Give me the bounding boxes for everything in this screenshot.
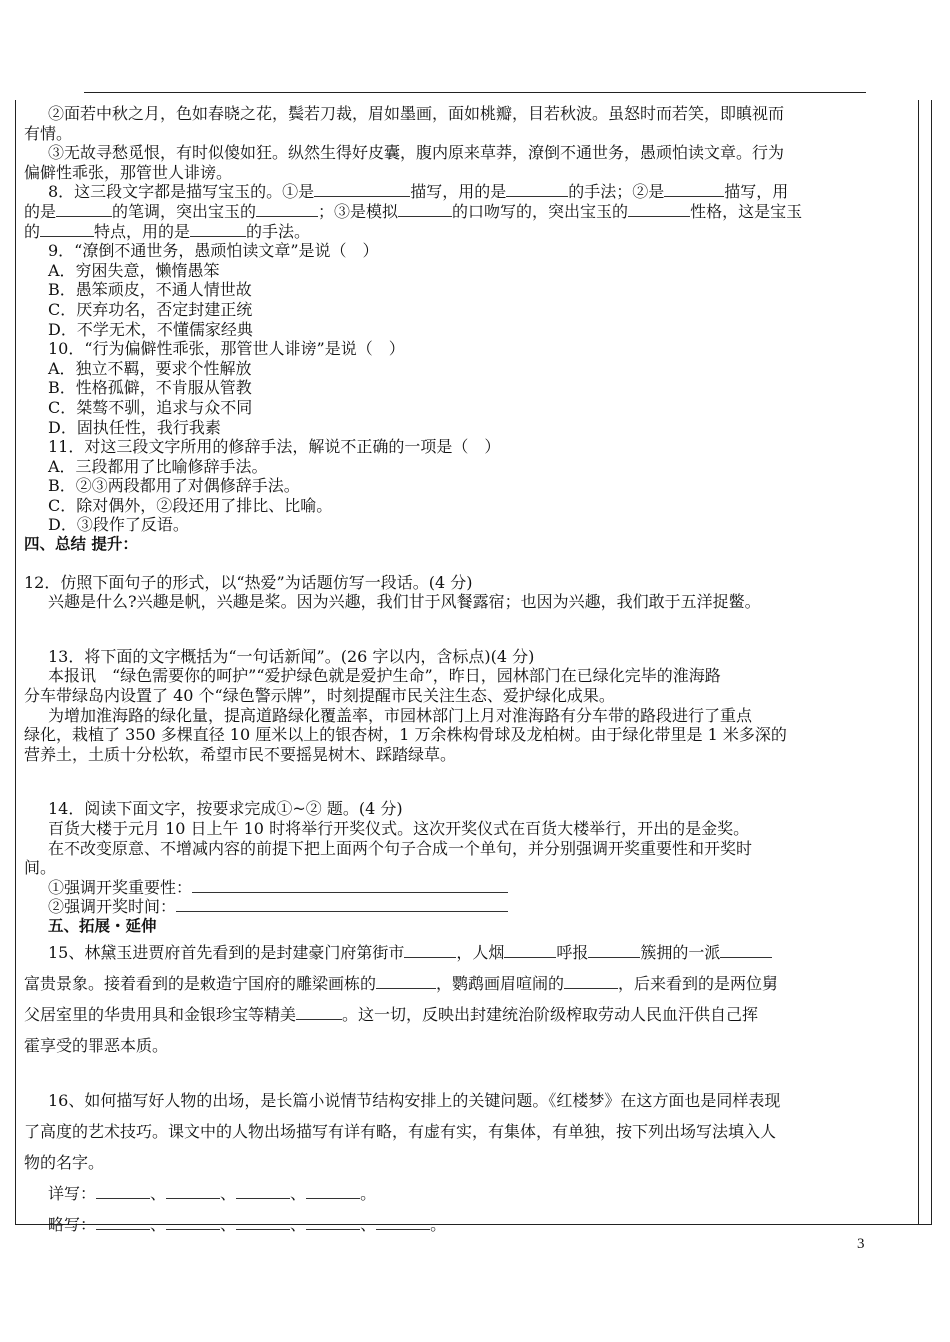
passage-line: 为增加淮海路的绿化量，提高道路绿化覆盖率，市园林部门上月对淮海路有分车带的路段进行了重点 bbox=[48, 705, 753, 725]
passage-line: 在不改变原意、不增减内容的前提下把上面两个句子合成一个单句，并分别强调开奖重要性和开奖时 bbox=[48, 838, 753, 858]
option: D．不学无术，不懂儒家经典 bbox=[48, 319, 253, 339]
section-heading-4: 四、总结 提升： bbox=[24, 535, 138, 554]
option: A．穷困失意，懒惰愚笨 bbox=[48, 260, 220, 280]
passage-line: 营养土，土质十分松软，希望市民不要摇晃树木、踩踏绿草。 bbox=[24, 744, 457, 764]
question-16-line-3: 物的名字。 bbox=[24, 1152, 105, 1172]
option: C．除对偶外，②段还用了排比、比喻。 bbox=[48, 495, 333, 515]
text-line: 偏僻性乖张，那管世人诽谤。 bbox=[24, 162, 233, 182]
detailed-names-line: 详写： 、 、 、 。 bbox=[48, 1183, 377, 1203]
option: B．性格孤僻，不肯服从管教 bbox=[48, 378, 252, 398]
question-15-line-2: 富贵景象。接着看到的是敕造宁国府的雕梁画栋的 ，鹦鹉画眉喧闹的 ，后来看到的是两位舅 bbox=[24, 973, 779, 993]
margin-column bbox=[917, 100, 932, 1225]
answer-blank[interactable] bbox=[192, 878, 508, 893]
option: A．三段都用了比喻修辞手法。 bbox=[48, 456, 268, 476]
section-heading-5: 五、拓展・延伸 bbox=[48, 916, 157, 935]
answer-line-2: ②强调开奖时间： bbox=[24, 897, 910, 917]
question-8-line-2: 的是 的笔调，突出宝玉的 ；③是模拟 的口吻写的，突出宝玉的 性格，这是宝玉 bbox=[24, 201, 803, 221]
worksheet-content bbox=[24, 104, 910, 1240]
question-16-line-1: 16、如何描写好人物的出场，是长篇小说情节结构安排上的关键问题。《红楼梦》在这方面也是同样表现 bbox=[48, 1090, 781, 1110]
text-line: 有情。 bbox=[24, 123, 73, 143]
option: C．桀骜不驯，追求与众不同 bbox=[48, 397, 253, 417]
sample-sentence: 兴趣是什么?兴趣是帆，兴趣是桨。因为兴趣，我们甘于风餐露宿；也因为兴趣，我们敢于五洋捉鳖。 bbox=[48, 592, 761, 612]
question-15-line-3: 父居室里的华贵用具和金银珍宝等精美 。这一切，反映出封建统治阶级榨取劳动人民血汗供自己挥 bbox=[24, 1004, 759, 1024]
passage-line: 本报讯 “绿色需要你的呵护”“爱护绿色就是爱护生命”，昨日，园林部门在已绿化完毕的淮海路 bbox=[48, 666, 721, 686]
question-13: 13．将下面的文字概括为“一句话新闻”。(26 字以内，含标点)(4 分) bbox=[48, 646, 535, 666]
question-8-line-3: 的 特点，用的是 的手法。 bbox=[24, 221, 311, 241]
question-12: 12．仿照下面句子的形式，以“热爱”为话题仿写一段话。(4 分) bbox=[24, 572, 473, 592]
option: A．独立不羁，要求个性解放 bbox=[48, 358, 252, 378]
question-10: 10．“行为偏僻性乖张，那管世人诽谤”是说（ ） bbox=[48, 339, 405, 359]
passage-line: 绿化，栽植了 350 多棵直径 10 厘米以上的银杏树，1 万余株构骨球及龙柏树。由于绿化带里是 1 米多深的 bbox=[24, 725, 787, 745]
option: D．③段作了反语。 bbox=[48, 515, 189, 535]
header-rule bbox=[84, 92, 866, 93]
question-15-line-4: 霍享受的罪恶本质。 bbox=[24, 1035, 169, 1055]
option: B．②③两段都用了对偶修辞手法。 bbox=[48, 476, 300, 496]
question-14: 14．阅读下面文字，按要求完成①~② 题。(4 分) bbox=[48, 799, 403, 819]
passage-line: 分车带绿岛内设置了 40 个“绿色警示牌”，时刻提醒市民关注生态、爱护绿化成果。 bbox=[24, 686, 615, 706]
question-16-line-2: 了高度的艺术技巧。课文中的人物出场描写有详有略，有虚有实，有集体，有单独，按下列出场写法填入人 bbox=[24, 1121, 777, 1141]
answer-blank[interactable] bbox=[176, 897, 508, 912]
brief-names-line: 略写： 、 、 、 、 。 bbox=[48, 1214, 447, 1234]
page-number: 3 bbox=[857, 1236, 865, 1252]
text-line: ②面若中秋之月，色如春晓之花，鬓若刀裁，眉如墨画，面如桃瓣，目若秋波。虽怒时而若笑，即瞋视而 bbox=[48, 104, 785, 123]
option: C．厌弃功名，否定封建正统 bbox=[48, 299, 253, 319]
question-8-line-1: 8．这三段文字都是描写宝玉的。①是 描写，用的是 的手法；②是 描写，用 bbox=[48, 182, 789, 202]
option: B．愚笨顽皮，不通人情世故 bbox=[48, 280, 252, 300]
answer-line-1: ①强调开奖重要性： bbox=[24, 878, 910, 898]
passage-line: 百货大楼于元月 10 日上午 10 时将举行开奖仪式。这次开奖仪式在百货大楼举行，开出的是金奖。 bbox=[48, 819, 750, 838]
passage-line: 间。 bbox=[24, 858, 57, 878]
question-9: 9．“潦倒不通世务，愚顽怕读文章”是说（ ） bbox=[48, 241, 379, 261]
question-15-line-1: 15、林黛玉进贾府首先看到的是封建豪门府第街市 ，人烟 呼报 簇拥的一派 bbox=[24, 937, 910, 968]
question-11: 11．对这三段文字所用的修辞手法，解说不正确的一项是（ ） bbox=[48, 437, 501, 457]
option: D．固执任性，我行我素 bbox=[48, 417, 221, 437]
text-line: ③无故寻愁觅恨，有时似傻如狂。纵然生得好皮囊，腹内原来草莽，潦倒不通世务，愚顽怕读文章。行为 bbox=[48, 143, 785, 163]
